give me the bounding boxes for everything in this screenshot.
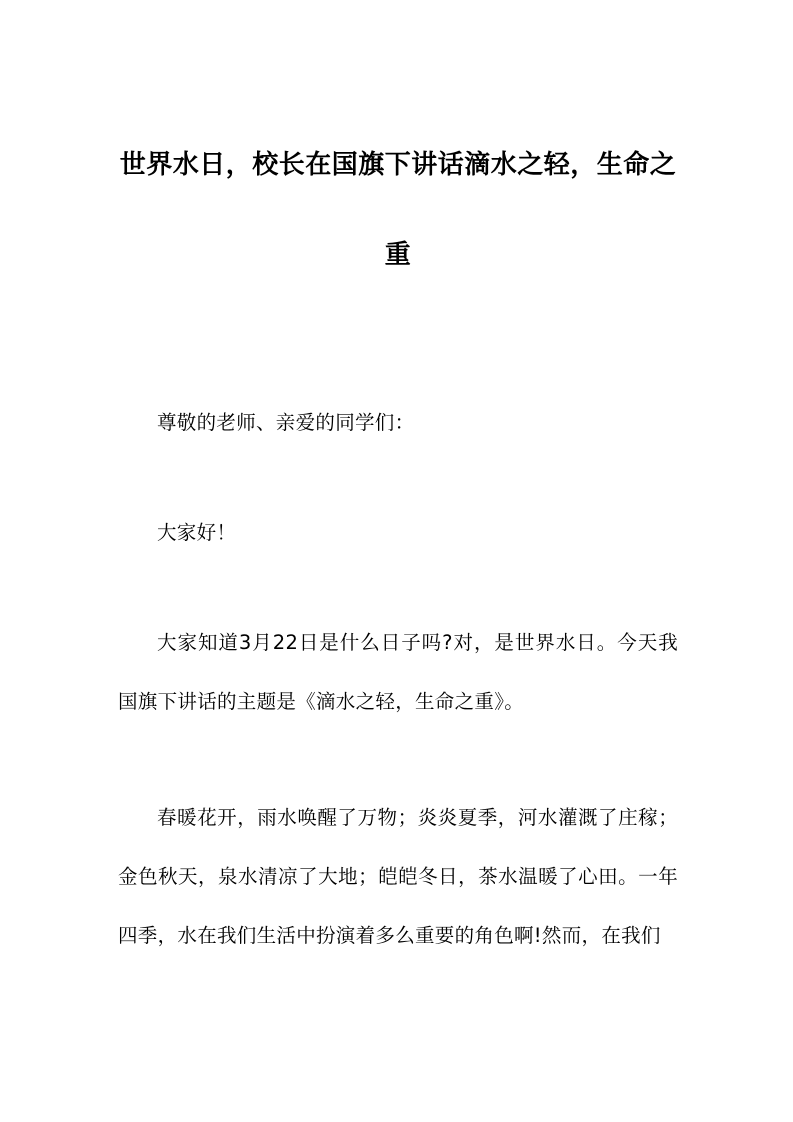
greeting-paragraph: 尊敬的老师、亲爱的同学们： xyxy=(157,411,415,434)
seasons-paragraph: 春暖花开，雨水唤醒了万物；炎炎夏季，河水灌溉了庄稼；金色秋天，泉水清凉了大地；皑皑冬日，茶水温暖了心田。一年四季，水在我们生活中扮演着多么重要的角色啊!然而，在我们 xyxy=(118,806,678,947)
hello-paragraph: 大家好！ xyxy=(157,521,237,544)
document-title: 世界水日，校长在国旗下讲话滴水之轻，生命之重 xyxy=(119,150,677,270)
intro-paragraph: 大家知道3月22日是什么日子吗?对，是世界水日。今天我国旗下讲话的主题是《滴水之轻，生命之重》。 xyxy=(118,631,678,713)
